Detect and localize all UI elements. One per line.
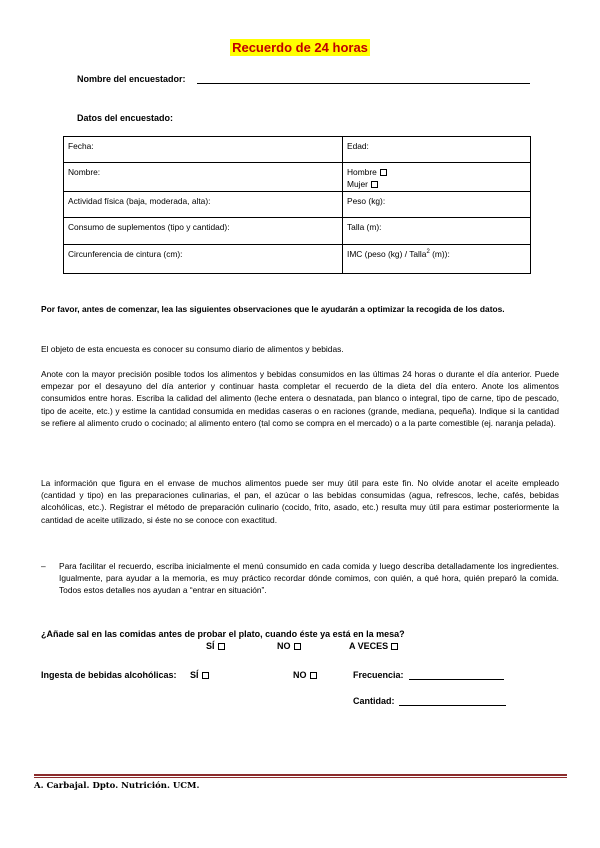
alcohol-no-option[interactable] xyxy=(293,670,317,680)
fecha-cell[interactable] xyxy=(64,137,343,163)
frecuencia-label: Frecuencia: xyxy=(353,670,404,680)
salt-aveces-option[interactable] xyxy=(349,641,398,651)
salt-aveces-checkbox[interactable] xyxy=(391,643,398,650)
alcohol-si-option[interactable] xyxy=(190,670,209,680)
salt-no-checkbox[interactable] xyxy=(294,643,301,650)
suplementos-label: Consumo de suplementos (tipo y cantidad): xyxy=(68,222,230,232)
alcohol-no-checkbox[interactable] xyxy=(310,672,317,679)
cintura-cell[interactable] xyxy=(64,245,343,274)
frecuencia-line[interactable] xyxy=(409,679,504,680)
salt-question: ¿Añade sal en las comidas antes de probar el plato, cuando éste ya está en la mesa? xyxy=(41,629,405,639)
imc-label-post: (m)): xyxy=(429,249,450,259)
alcohol-label: Ingesta de bebidas alcohólicas: xyxy=(41,670,177,680)
cantidad-label: Cantidad: xyxy=(353,696,395,706)
nombre-label: Nombre: xyxy=(68,167,101,177)
respondent-heading: Datos del encuestado: xyxy=(77,113,174,123)
peso-label: Peso (kg): xyxy=(347,196,386,206)
alcohol-si-checkbox[interactable] xyxy=(202,672,209,679)
cintura-label: Circunferencia de cintura (cm): xyxy=(68,249,183,259)
fecha-label: Fecha: xyxy=(68,141,94,151)
respondent-data-table xyxy=(63,136,531,274)
salt-aveces-label: A VECES xyxy=(349,641,389,651)
salt-si-checkbox[interactable] xyxy=(218,643,225,650)
talla-label: Talla (m): xyxy=(347,222,382,232)
footer-divider xyxy=(34,774,567,776)
alcohol-si-label: SÍ xyxy=(190,670,199,680)
peso-cell[interactable] xyxy=(343,192,531,218)
hombre-label: Hombre xyxy=(347,167,377,177)
salt-si-option[interactable] xyxy=(206,641,225,651)
interviewer-name-line[interactable] xyxy=(197,83,530,84)
page-title-text: Recuerdo de 24 horas xyxy=(232,40,368,55)
salt-si-label: SÍ xyxy=(206,641,215,651)
imc-label xyxy=(347,249,450,259)
hombre-checkbox[interactable] xyxy=(380,169,387,176)
footer-divider-thin xyxy=(34,777,567,778)
interviewer-label: Nombre del encuestador: xyxy=(77,74,186,84)
alcohol-no-label: NO xyxy=(293,670,307,680)
actividad-label: Actividad física (baja, moderada, alta): xyxy=(68,196,211,206)
imc-cell[interactable] xyxy=(343,245,531,274)
edad-cell[interactable] xyxy=(343,137,531,163)
objective-text: El objeto de esta encuesta es conocer su consumo diario de alimentos y bebidas. xyxy=(41,344,344,354)
edad-label: Edad: xyxy=(347,141,369,151)
sexo-cell xyxy=(343,163,531,192)
bullet-text: Para facilitar el recuerdo, escriba inicialmente el menú consumido en cada comida y luego describa detalladamente los ingredientes. Igualmente, para ayudar a la memoria, es muy práctico recordar dónde comimos, con quién, a qué hora, quién preparó la comida. Todos estos detalles nos ayudan a “entrar en situación”. xyxy=(59,561,559,596)
intro-bold-text: Por favor, antes de comenzar, lea las siguientes observaciones que le ayudarán a optimizar la recogida de los datos. xyxy=(41,304,505,314)
mujer-label: Mujer xyxy=(347,179,368,189)
page-title xyxy=(0,39,600,57)
talla-cell[interactable] xyxy=(343,218,531,245)
actividad-cell[interactable] xyxy=(64,192,343,218)
cantidad-line[interactable] xyxy=(399,705,506,706)
mujer-checkbox[interactable] xyxy=(371,181,378,188)
paragraph-1: Anote con la mayor precisión posible todos los alimentos y bebidas consumidos en las últimas 24 horas o durante el día anterior. Puede empezar por el desayuno del día anterior y continuar hasta completar el recuerdo de la dieta del día entero. Anote los alimentos consumidos entre horas. Escriba la calidad del alimento (leche entera o desnatada, pan blanco o integral, tipo de carne, tipo de pescado, tipo de aceite, etc.) y estime la cantidad consumida en medidas caseras o en raciones (grande, mediana, pequeña). Indique si la cantidad se refiere al alimento crudo o cocinado; al alimento entero (tal como se compra en el mercado) o a la parte comestible (ej. naranja pelada). xyxy=(41,369,559,428)
footer-credit: A. Carbajal. Dpto. Nutrición. UCM. xyxy=(34,781,200,791)
paragraph-2: La información que figura en el envase de muchos alimentos puede ser muy útil para este fin. No olvide anotar el aceite empleado (cantidad y tipo) en las preparaciones culinarias, el pan, el azúcar o las bebidas consumidas (agua, refrescos, leche, cafés, bebidas alcohólicas, etc.). Registrar el método de preparación culinario (cocido, frito, asado, etc.) resulta muy útil para estimar posteriormente la cantidad de aceite utilizado, si éste no se conoce con exactitud. xyxy=(41,478,559,525)
salt-no-option[interactable] xyxy=(277,641,301,651)
imc-label-sup: 2 xyxy=(426,249,430,256)
nombre-cell[interactable] xyxy=(64,163,343,192)
imc-label-pre: IMC (peso (kg) / Talla xyxy=(347,249,427,259)
suplementos-cell[interactable] xyxy=(64,218,343,245)
salt-no-label: NO xyxy=(277,641,291,651)
bullet-dash: – xyxy=(41,561,46,571)
